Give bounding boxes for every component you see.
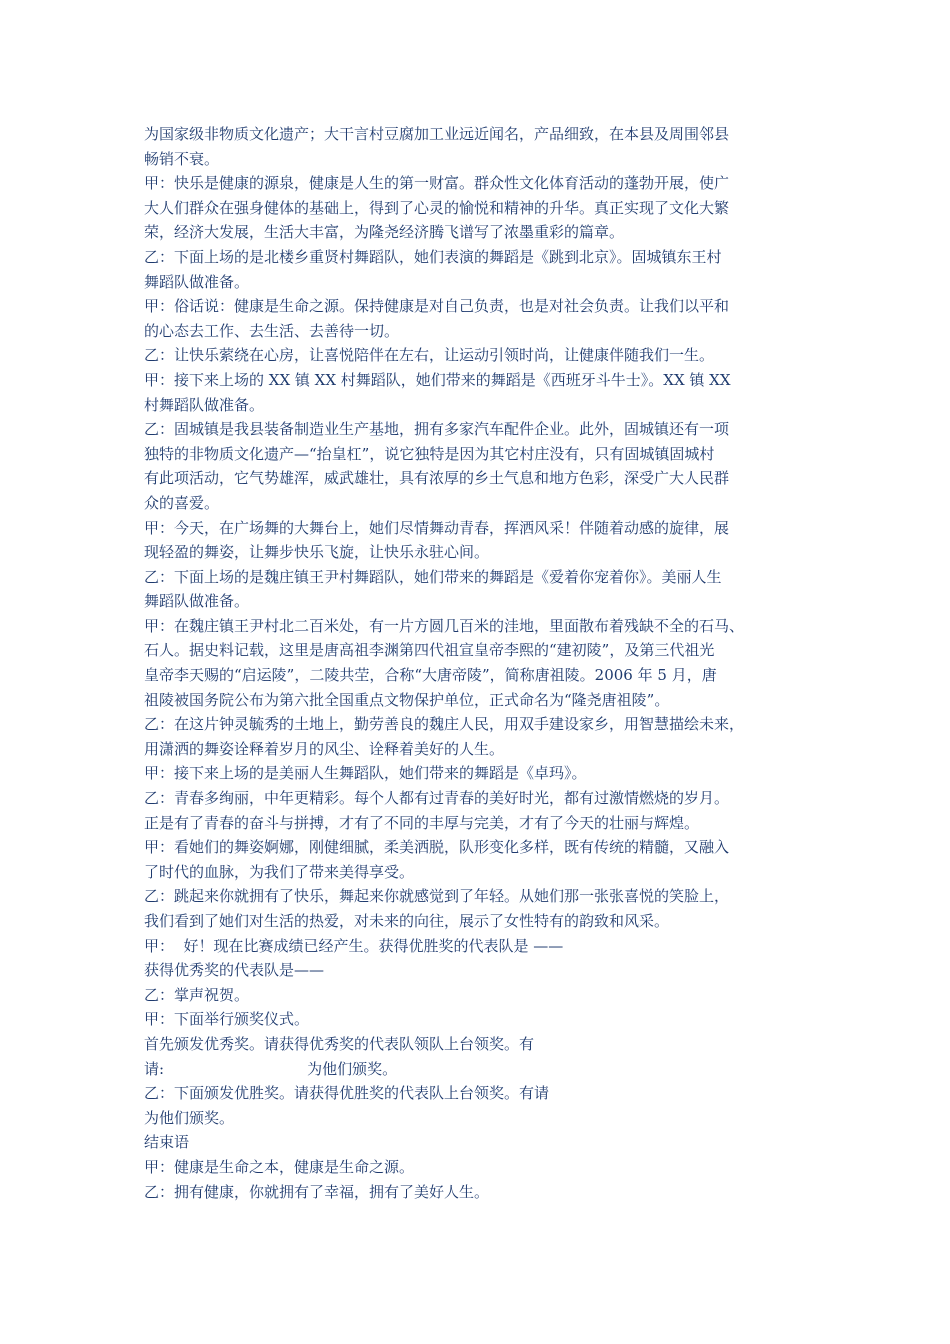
paragraph: 乙：固城镇是我县装备制造业生产基地，拥有多家汽车配件企业。此外，固城镇还有一项 独特的非物质文化遗产—“抬皇杠”，说它独特是因为其它村庄没有，只有固城镇固城村 有此项活动，它气势雄浑，威武雄壮，具有浓厚的乡土气息和地方色彩，深受广大人民群 众的喜爱。 — [144, 420, 730, 512]
paragraph: 甲：接下来上场的是美丽人生舞蹈队，她们带来的舞蹈是《卓玛》。 — [144, 764, 587, 783]
paragraph: 甲：在魏庄镇王尹村北二百米处，有一片方圆几百米的洼地，里面散布着残缺不全的石马、 石人。据史料记载，这里是唐高祖李渊第四代祖宣皇帝李熙的“建初陵”，及第三代祖光 皇帝李天赐的“启运陵”，二陵共茔，合称“大唐帝陵”，简称唐祖陵。2006 年 5 月，唐 祖陵被国务院公布为第六批全国重点文物保护单位，正式命名为“隆尧唐祖陵”。 — [144, 616, 745, 709]
paragraph: 乙：跳起来你就拥有了快乐，舞起来你就感觉到了年轻。从她们那一张张喜悦的笑脸上， 我们看到了她们对生活的热爱，对未来的向往，展示了女性特有的韵致和风采。 — [144, 887, 730, 930]
paragraph: 为国家级非物质文化遗产；大干言村豆腐加工业远近闻名，产品细致，在本县及周围邻县 畅销不衰。 — [144, 125, 730, 168]
paragraph: 甲：健康是生命之本，健康是生命之源。 — [144, 1157, 415, 1176]
paragraph: 乙：下面上场的是北楼乡重贤村舞蹈队，她们表演的舞蹈是《跳到北京》。固城镇东王村 舞蹈队做准备。 — [144, 247, 722, 291]
paragraph: 甲：俗话说：健康是生命之源。保持健康是对自己负责，也是对社会负责。让我们以平和 的心态去工作、去生活、去善待一切。 — [144, 297, 730, 340]
paragraph: 乙：青春多绚丽，中年更精彩。每个人都有过青春的美好时光，都有过激情燃烧的岁月。 正是有了青春的奋斗与拼搏，才有了不同的丰厚与完美，才有了今天的壮丽与辉煌。 — [144, 789, 730, 832]
paragraph: 乙：让快乐萦绕在心房，让喜悦陪伴在左右，让运动引领时尚，让健康伴随我们一生。 — [144, 346, 715, 365]
paragraph: 乙：下面颁发优胜奖。请获得优胜奖的代表队上台领奖。有请 — [144, 1084, 550, 1103]
paragraph: 乙：拥有健康，你就拥有了幸福，拥有了美好人生。 — [144, 1182, 490, 1201]
paragraph: 乙：掌声祝贺。 — [144, 985, 250, 1004]
paragraph: 甲： 好！现在比赛成绩已经产生。获得优胜奖的代表队是 —— — [144, 936, 564, 955]
paragraph: 甲：今天，在广场舞的大舞台上，她们尽情舞动青春，挥洒风采！伴随着动感的旋律，展 现轻盈的舞姿，让舞步快乐飞旋，让快乐永驻心间。 — [144, 518, 730, 562]
paragraph: 甲：快乐是健康的源泉，健康是人生的第一财富。群众性文化体育活动的蓬勃开展，使广 大人们群众在强身健体的基础上，得到了心灵的愉悦和精神的升华。真正实现了文化大繁 荣，经济大发展，生活大丰富，为隆尧经济腾飞谱写了浓墨重彩的篇章。 — [144, 174, 730, 242]
paragraph: 乙：下面上场的是魏庄镇王尹村舞蹈队，她们带来的舞蹈是《爱着你宠着你》。美丽人生 舞蹈队做准备。 — [144, 567, 722, 611]
paragraph: 首先颁发优秀奖。请获得优秀奖的代表队领队上台领奖。有 请: 为他们颁奖。 — [144, 1034, 535, 1078]
paragraph: 甲：看她们的舞姿婀娜，刚健细腻，柔美洒脱，队形变化多样，既有传统的精髓，又融入 了时代的血脉，为我们了带来美得享受。 — [144, 838, 730, 881]
closing-title: 结束语 — [144, 1133, 190, 1152]
document-page — [144, 122, 814, 1204]
award-line: 为他们颁奖。 — [144, 1108, 235, 1127]
paragraph: 获得优秀奖的代表队是—— — [144, 961, 325, 980]
paragraph: 乙：在这片钟灵毓秀的土地上，勤劳善良的魏庄人民，用双手建设家乡，用智慧描绘未来， 用潇洒的舞姿诠释着岁月的风尘、诠释着美好的人生。 — [144, 715, 745, 758]
paragraph: 甲：接下来上场的 XX 镇 XX 村舞蹈队，她们带来的舞蹈是《西班牙斗牛士》。XX 镇 XX 村舞蹈队做准备。 — [144, 370, 731, 414]
paragraph: 甲：下面举行颁奖仪式。 — [144, 1010, 310, 1029]
